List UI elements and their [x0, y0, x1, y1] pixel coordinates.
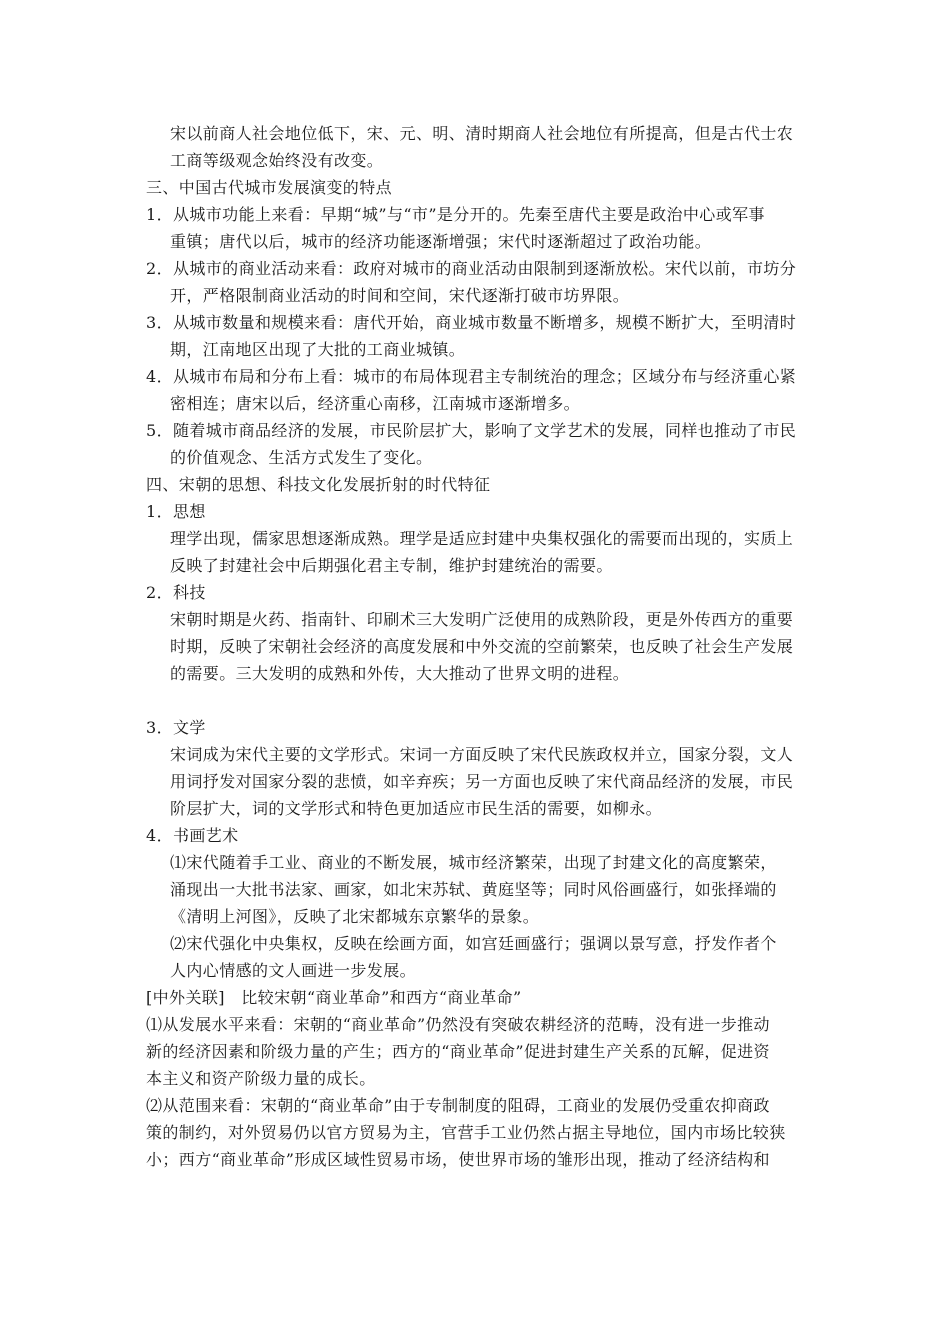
paragraph-line: 理学出现，儒家思想逐渐成熟。理学是适应封建中央集权强化的需要而出现的，实质上	[170, 529, 794, 548]
paragraph-line: 人内心情感的文人画进一步发展。	[170, 961, 417, 980]
section-heading: 四、宋朝的思想、科技文化发展折射的时代特征	[146, 475, 491, 494]
list-item-continuation: 开，严格限制商业活动的时间和空间，宋代逐渐打破市坊界限。	[170, 286, 630, 305]
list-item: 1．从城市功能上来看：早期“城”与“市”是分开的。先秦至唐代主要是政治中心或军事	[146, 205, 765, 224]
paragraph-line: ⑴宋代随着手工业、商业的不断发展，城市经济繁荣，出现了封建文化的高度繁荣，	[170, 853, 777, 872]
list-item: 2．从城市的商业活动来看：政府对城市的商业活动由限制到逐渐放松。宋代以前，市坊分	[146, 259, 797, 278]
section-heading: [中外关联] 比较宋朝“商业革命”和西方“商业革命”	[146, 988, 522, 1007]
paragraph-line: ⑴从发展水平来看：宋朝的“商业革命”仍然没有突破农耕经济的范畴，没有进一步推动	[146, 1015, 770, 1034]
paragraph-line: 涌现出一大批书法家、画家，如北宋苏轼、黄庭坚等；同时风俗画盛行，如张择端的	[170, 880, 777, 899]
paragraph-line: 本主义和资产阶级力量的成长。	[146, 1069, 376, 1088]
subheading: 4．书画艺术	[146, 826, 239, 845]
paragraph-line: 《清明上河图》，反映了北宋都城东京繁华的景象。	[170, 907, 540, 926]
paragraph-line: 阶层扩大，词的文学形式和特色更加适应市民生活的需要，如柳永。	[170, 799, 663, 818]
paragraph-line: 策的制约，对外贸易仍以官方贸易为主，官营手工业仍然占据主导地位，国内市场比较狭	[146, 1123, 786, 1142]
subheading: 1．思想	[146, 502, 206, 521]
section-heading: 三、中国古代城市发展演变的特点	[146, 178, 393, 197]
subheading: 2．科技	[146, 583, 206, 602]
paragraph-line: 宋词成为宋代主要的文学形式。宋词一方面反映了宋代民族政权并立，国家分裂，文人	[170, 745, 794, 764]
list-item: 4．从城市布局和分布上看：城市的布局体现君主专制统治的理念；区域分布与经济重心紧	[146, 367, 797, 386]
paragraph-line: 的需要。三大发明的成熟和外传，大大推动了世界文明的进程。	[170, 664, 630, 683]
subheading: 3．文学	[146, 718, 206, 737]
list-item-continuation: 的价值观念、生活方式发生了变化。	[170, 448, 433, 467]
list-item: 5．随着城市商品经济的发展，市民阶层扩大，影响了文学艺术的发展，同样也推动了市民	[146, 421, 797, 440]
paragraph-line: ⑵从范围来看：宋朝的“商业革命”由于专制制度的阻碍，工商业的发展仍受重农抑商政	[146, 1096, 770, 1115]
paragraph-line: 小；西方“商业革命”形成区域性贸易市场，使世界市场的雏形出现，推动了经济结构和	[146, 1150, 770, 1169]
list-item-continuation: 期，江南地区出现了大批的工商业城镇。	[170, 340, 466, 359]
list-item-continuation: 重镇；唐代以后，城市的经济功能逐渐增强；宋代时逐渐超过了政治功能。	[170, 232, 712, 251]
paragraph-line: 宋以前商人社会地位低下，宋、元、明、清时期商人社会地位有所提高，但是古代士农	[170, 124, 794, 143]
paragraph-line: 用词抒发对国家分裂的悲愤，如辛弃疾；另一方面也反映了宋代商品经济的发展，市民	[170, 772, 794, 791]
paragraph-line: ⑵宋代强化中央集权，反映在绘画方面，如宫廷画盛行；强调以景写意，抒发作者个	[170, 934, 777, 953]
paragraph-line: 工商等级观念始终没有改变。	[170, 151, 384, 170]
paragraph-line: 宋朝时期是火药、指南针、印刷术三大发明广泛使用的成熟阶段，更是外传西方的重要	[170, 610, 794, 629]
list-item: 3．从城市数量和规模来看：唐代开始，商业城市数量不断增多，规模不断扩大，至明清时	[146, 313, 797, 332]
paragraph-line: 时期，反映了宋朝社会经济的高度发展和中外交流的空前繁荣，也反映了社会生产发展	[170, 637, 794, 656]
list-item-continuation: 密相连；唐宋以后，经济重心南移，江南城市逐渐增多。	[170, 394, 581, 413]
paragraph-line: 反映了封建社会中后期强化君主专制，维护封建统治的需要。	[170, 556, 613, 575]
paragraph-line: 新的经济因素和阶级力量的产生；西方的“商业革命”促进封建生产关系的瓦解，促进资	[146, 1042, 770, 1061]
